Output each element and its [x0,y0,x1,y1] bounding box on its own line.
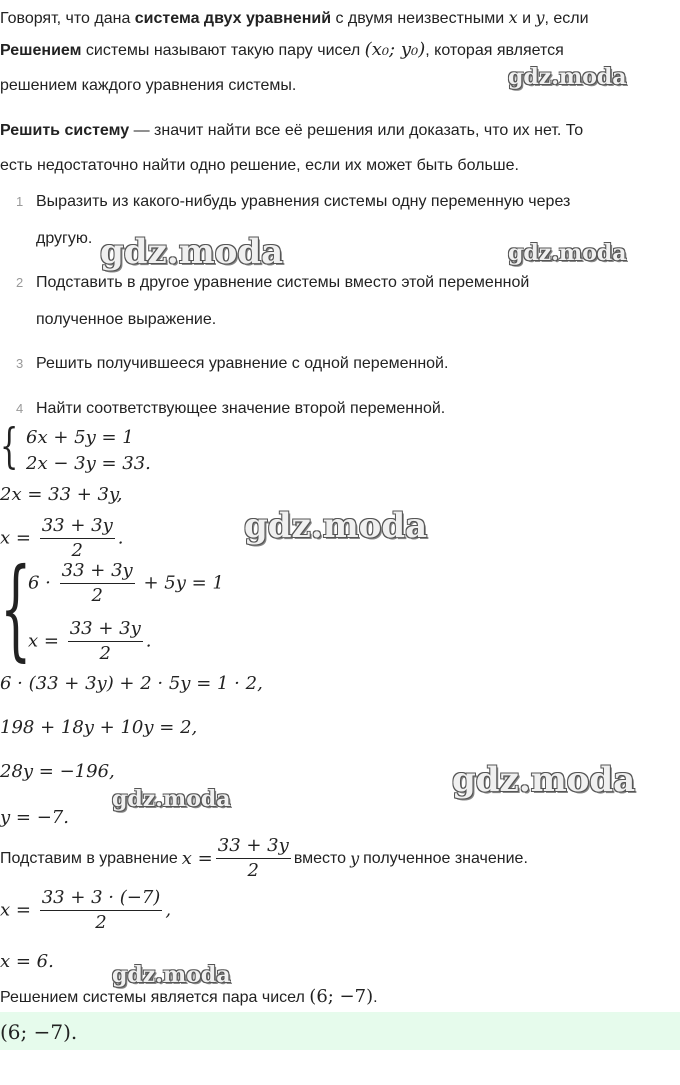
step-1-line-2: другую. [36,230,93,247]
step-3-line-1: Решить получившееся уравнение с одной переменной. [36,355,449,372]
text: Решением системы является пара чисел [0,989,310,1006]
equation-x-6: x = 6. [0,951,54,972]
denominator: 2 [71,540,83,561]
intro-line-2 [0,40,564,61]
step-4-line-1: Найти соответствующее значение второй переменной. [36,400,446,417]
lhs: x = [0,899,31,921]
text: , которая является [425,42,564,59]
punct: . [145,630,152,652]
watermark: gdz.moda [100,232,284,272]
text: полученное значение. [363,849,528,867]
step-number: 4 [16,401,24,416]
factor: 6 · [28,572,51,594]
denominator: 2 [247,860,259,881]
var-y: y [350,848,360,868]
fraction [60,561,135,606]
denominator: 2 [99,643,111,664]
equation-198: 198 + 18y + 10y = 2, [0,717,198,738]
fraction [40,888,163,933]
term-solve: Решить систему [0,122,130,139]
answer-pair: (6; −7) [309,986,374,1007]
text: Говорят, что дана [0,10,135,27]
text: с двумя неизвестными [331,10,509,27]
punct: , [165,899,172,921]
fraction [40,516,115,561]
step-number: 1 [16,194,24,209]
solve-def-line-1 [0,121,583,141]
numerator: 33 + 3 · (−7) [40,888,163,911]
text: и [517,10,536,27]
conclusion [0,987,378,1008]
equation-x-substituted [0,888,171,933]
rest: + 5y = 1 [143,572,224,594]
lhs: x = [181,847,213,869]
step-number: 3 [16,356,24,371]
numerator: 33 + 3y [68,619,143,642]
denominator: 2 [95,912,107,933]
numerator: 33 + 3y [60,561,135,584]
left-brace: { [0,418,19,474]
intro-line-1 [0,8,589,29]
punct: . [373,989,378,1006]
var-y: y [535,8,545,27]
step-2-line-1: Подставить в другое уравнение системы вместо этой переменной [36,274,530,291]
step-1-line-1: Выразить из какого-нибудь уравнения системы одну переменную через [36,193,571,210]
term-solution: Решением [0,42,82,59]
system-1-eq-2: 2x − 3y = 33. [26,453,151,474]
var-x: x [508,8,518,27]
watermark: gdz.moda [508,64,627,90]
substitution-sentence [0,836,528,881]
equation-2x: 2x = 33 + 3y, [0,484,123,505]
text: вместо [293,849,347,867]
step-2-line-2: полученное выражение. [36,311,217,328]
system-2-eq-1 [28,561,224,606]
answer-box [0,1012,680,1050]
text: , если [544,10,589,27]
lhs: x = [0,527,31,549]
equation-expanded: 6 · (33 + 3y) + 2 · 5y = 1 · 2, [0,673,263,694]
text: Подставим в уравнение [0,849,178,867]
numerator: 33 + 3y [40,516,115,539]
left-brace: { [0,544,32,672]
text: — значит найти все её решения или доказать, что их нет. То [129,122,584,139]
lhs: x = [28,630,59,652]
watermark: gdz.moda [244,506,428,546]
watermark: gdz.moda [112,786,231,812]
answer-text: (6; −7). [0,1020,78,1044]
fraction [216,836,291,881]
watermark: gdz.moda [508,240,627,266]
intro-line-3: решением каждого уравнения системы. [0,77,297,94]
pair-x0-y0: (x₀; y₀) [364,39,426,60]
equation-y: y = −7. [0,807,69,828]
watermark: gdz.moda [112,962,231,988]
watermark: gdz.moda [452,760,636,800]
step-number: 2 [16,275,24,290]
punct: . [117,527,124,549]
system-1-eq-1: 6x + 5y = 1 [26,427,134,448]
system-2-eq-2 [28,619,152,664]
text: системы называют такую пару чисел [81,42,365,59]
denominator: 2 [91,585,103,606]
numerator: 33 + 3y [216,836,291,859]
term-system: система двух уравнений [134,10,332,27]
fraction [68,619,143,664]
equation-28y: 28y = −196, [0,761,115,782]
solve-def-line-2: есть недостаточно найти одно решение, если их может быть больше. [0,157,519,174]
